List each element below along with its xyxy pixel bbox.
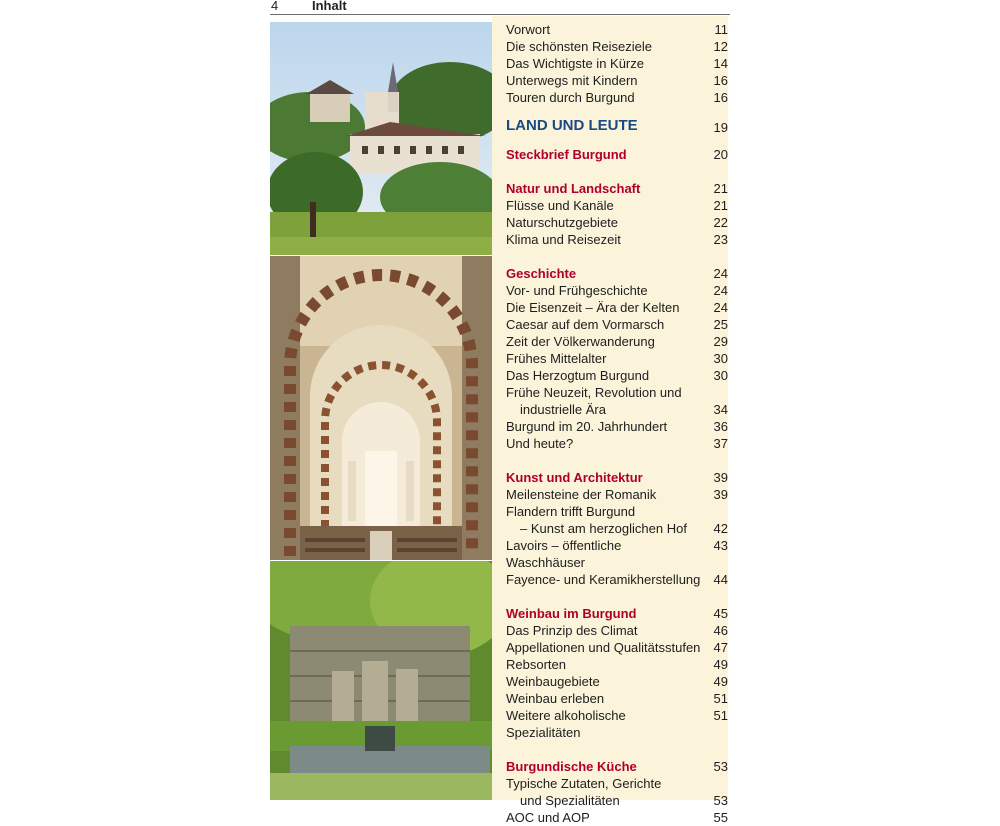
toc-entry-fluesse[interactable]: Flüsse und Kanäle 21 [506, 198, 728, 213]
toc-section-steckbrief[interactable]: Steckbrief Burgund 20 [506, 147, 728, 162]
toc-section-natur[interactable]: Natur und Landschaft 21 [506, 181, 728, 196]
toc-entry-herzoglicher-hof[interactable]: – Kunst am herzoglichen Hof 42 [520, 521, 728, 536]
toc-section-kunst[interactable]: Kunst und Architektur 39 [506, 470, 728, 485]
toc-entry-zutaten[interactable]: Typische Zutaten, Gerichte und Spezialitäten 53 [506, 776, 728, 808]
toc-entry-alkoholische[interactable]: Weitere alkoholische Spezialitäten 51 [506, 708, 728, 740]
page-title: Inhalt [312, 0, 347, 13]
toc-entry-naturschutz[interactable]: Naturschutzgebiete 22 [506, 215, 728, 230]
toc-entry-weinbau-erleben[interactable]: Weinbau erleben 51 [506, 691, 728, 706]
toc-section-kueche[interactable]: Burgundische Küche 53 [506, 759, 728, 774]
basilica-nave-photo [270, 256, 492, 560]
toc-entry-klima[interactable]: Klima und Reisezeit 23 [506, 232, 728, 247]
toc-entry-mittelalter[interactable]: Frühes Mittelalter 30 [506, 351, 728, 366]
toc-entry-vorwort[interactable]: Vorwort 11 [506, 22, 728, 37]
toc-entry-flandern[interactable]: Flandern trifft Burgund [506, 504, 636, 519]
toc-entry-lavoirs[interactable]: Lavoirs – öffentliche Waschhäuser 43 [506, 538, 728, 570]
toc-entry-caesar[interactable]: Caesar auf dem Vormarsch 25 [506, 317, 728, 332]
toc-entry-kinder[interactable]: Unterwegs mit Kindern 16 [506, 73, 728, 88]
toc-section-geschichte[interactable]: Geschichte 24 [506, 266, 728, 281]
toc-entry-voelkerwanderung[interactable]: Zeit der Völkerwanderung 29 [506, 334, 728, 349]
toc-entry-herzogtum[interactable]: Das Herzogtum Burgund 30 [506, 368, 728, 383]
toc-entry-aoc[interactable]: AOC und AOP 55 [506, 810, 728, 825]
toc-entry-heute[interactable]: Und heute? 37 [506, 436, 728, 451]
toc-entry-neuzeit[interactable]: Frühe Neuzeit, Revolution und industrielle Ära 34 [506, 385, 728, 417]
toc-entry-weinbaugebiete[interactable]: Weinbaugebiete 49 [506, 674, 728, 689]
table-of-contents [506, 21, 728, 826]
toc-entry-appellationen[interactable]: Appellationen und Qualitätsstufen 47 [506, 640, 728, 655]
village-photo [270, 22, 492, 255]
toc-entry-eisenzeit[interactable]: Die Eisenzeit – Ära der Kelten 24 [506, 300, 728, 315]
toc-entry-climat[interactable]: Das Prinzip des Climat 46 [506, 623, 728, 638]
toc-section-weinbau[interactable]: Weinbau im Burgund 45 [506, 606, 728, 621]
toc-entry-rebsorten[interactable]: Rebsorten 49 [506, 657, 728, 672]
lavoir-photo [270, 561, 492, 800]
page-number: 4 [271, 0, 279, 13]
toc-entry-wichtigste[interactable]: Das Wichtigste in Kürze 14 [506, 56, 728, 71]
toc-entry-20-jahrhundert[interactable]: Burgund im 20. Jahrhundert 36 [506, 419, 728, 434]
toc-chapter-land-und-leute[interactable]: LAND UND LEUTE 19 [506, 117, 728, 135]
toc-entry-fayence[interactable]: Fayence- und Keramikherstellung 44 [506, 572, 728, 587]
toc-entry-romanik[interactable]: Meilensteine der Romanik 39 [506, 487, 728, 502]
toc-entry-fruehgeschichte[interactable]: Vor- und Frühgeschichte 24 [506, 283, 728, 298]
toc-entry-reiseziele[interactable]: Die schönsten Reiseziele 12 [506, 39, 728, 54]
toc-entry-touren[interactable]: Touren durch Burgund 16 [506, 90, 728, 105]
